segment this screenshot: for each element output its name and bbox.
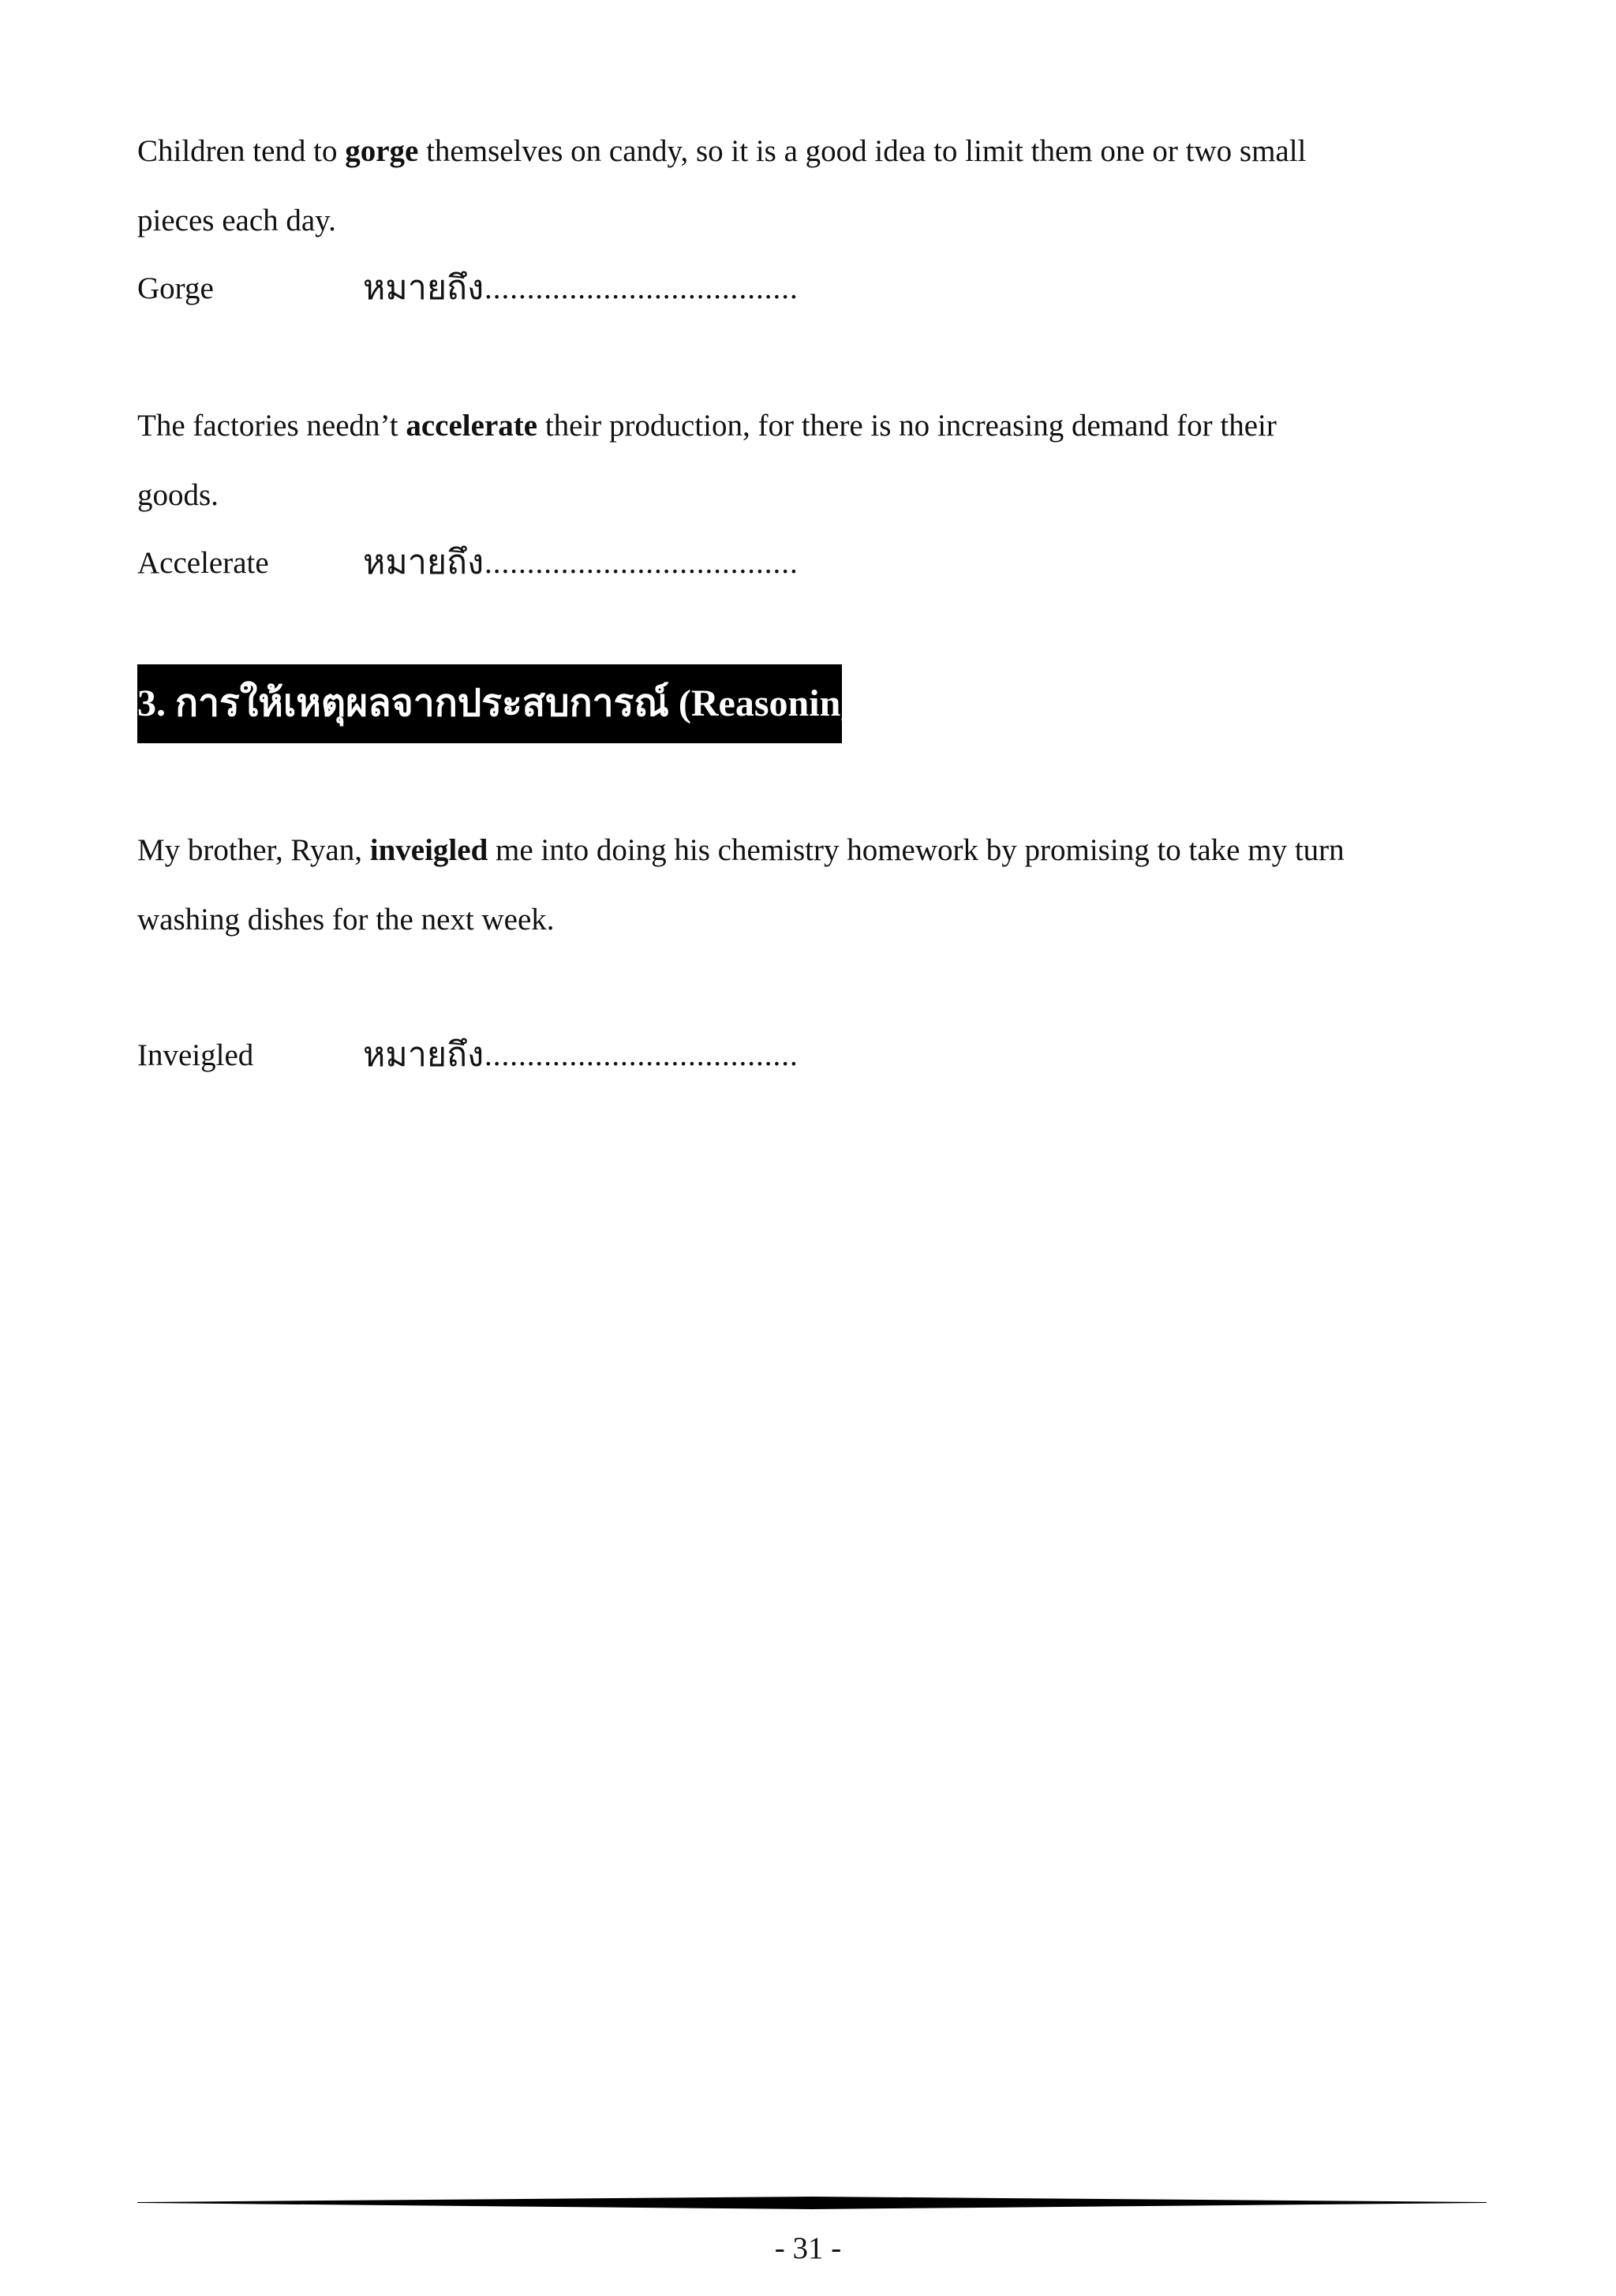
meaning-label: หมายถึง xyxy=(363,270,484,307)
answer-blank[interactable]: ..................................... xyxy=(484,1038,799,1072)
answer-blank[interactable]: ..................................... xyxy=(484,271,799,305)
answer-word: Gorge xyxy=(137,271,214,305)
sentence-accelerate-line1: The factories needn’t accelerate their production, for there is no increasing demand for their xyxy=(137,409,1277,443)
sentence-gorge-line2: pieces each day. xyxy=(137,204,336,237)
footer-divider xyxy=(137,2193,1487,2212)
sentence-gorge-line1: Children tend to gorge themselves on candy, so it is a good idea to limit them one or two small xyxy=(137,134,1307,168)
vocab-word-gorge: gorge xyxy=(345,134,419,168)
meaning-label: หมายถึง xyxy=(363,544,484,581)
page-number: - 31 - xyxy=(774,2231,842,2265)
meaning-label: หมายถึง xyxy=(363,1037,484,1074)
answer-word: Inveigled xyxy=(137,1038,254,1072)
answer-blank[interactable]: ..................................... xyxy=(484,546,799,580)
sentence-accelerate-line2: goods. xyxy=(137,478,219,512)
vocab-word-inveigled: inveigled xyxy=(369,833,488,867)
vocab-word-accelerate: accelerate xyxy=(406,409,538,443)
answer-word: Accelerate xyxy=(137,546,269,580)
sentence-inveigled-line2: washing dishes for the next week. xyxy=(137,903,555,937)
section-heading: 3. การให้เหตุผลจากประสบการณ์ (Reasoning) xyxy=(137,664,842,743)
sentence-inveigled-line1: My brother, Ryan, inveigled me into doing his chemistry homework by promising to take my turn xyxy=(137,833,1345,867)
